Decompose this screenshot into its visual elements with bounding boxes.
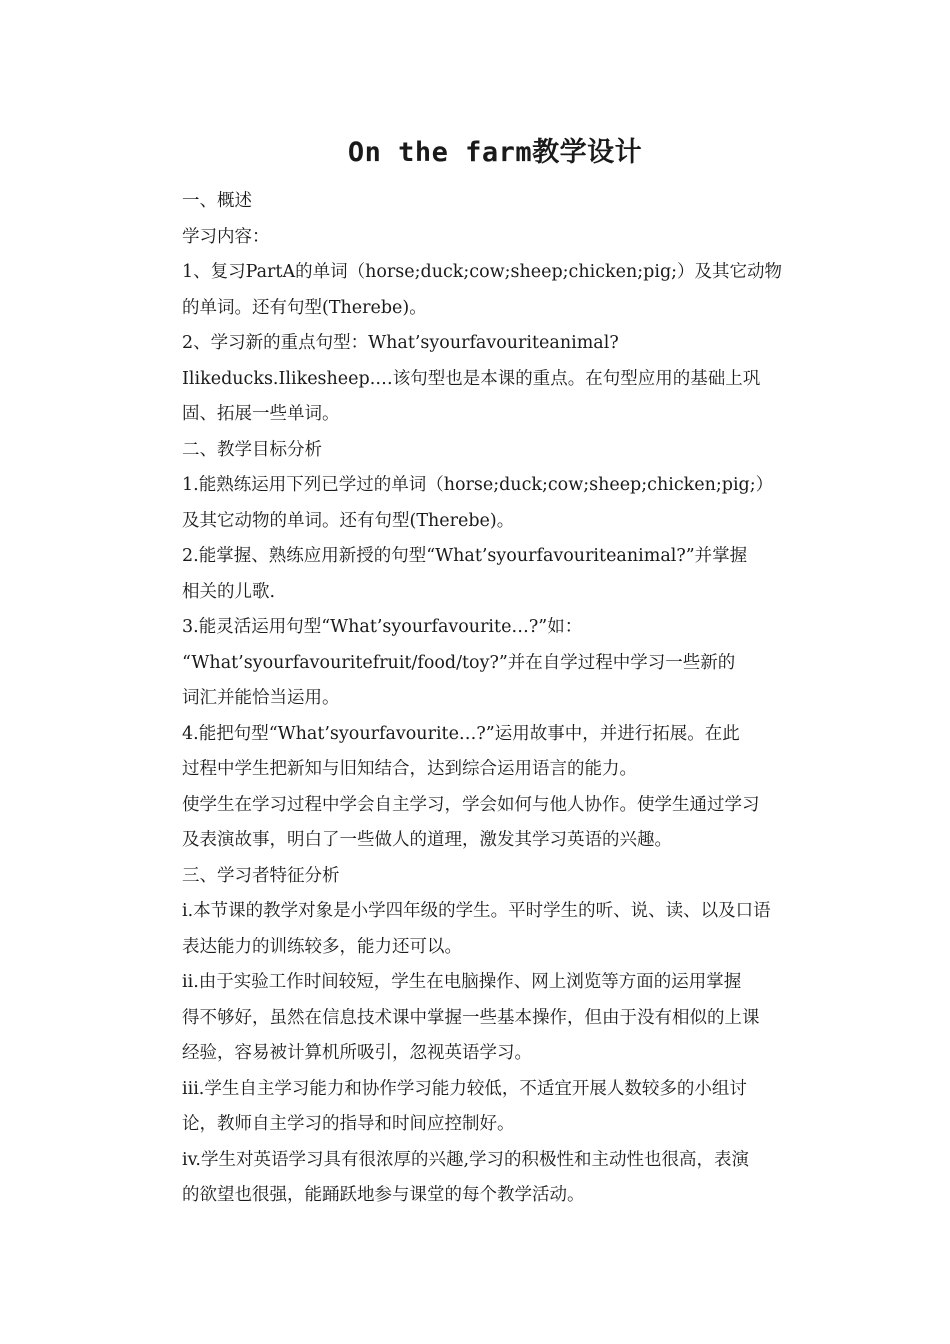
paragraph-line: iv.学生对英语学习具有很浓厚的兴趣,学习的积极性和主动性也很高，表演 <box>182 1149 750 1170</box>
paragraph-line: 的单词。还有句型(Therebe)。 <box>182 297 427 318</box>
paragraph-line: 1、复习PartA的单词（horse;duck;cow;sheep;chicken;pig;）及其它动物 <box>182 262 783 282</box>
title-chinese: 教学设计 <box>532 137 643 168</box>
paragraph-line: iii.学生自主学习能力和协作学习能力较低，不适宜开展人数较多的小组讨 <box>182 1078 747 1099</box>
paragraph-line: ii.由于实验工作时间较短，学生在电脑操作、网上浏览等方面的运用掌握 <box>182 972 742 992</box>
paragraph-line: 固、拓展一些单词。 <box>182 404 340 424</box>
section-heading-learners: 三、学习者特征分析 <box>182 865 340 886</box>
paragraph-line: Ilikeducks.Ilikesheep.…该句型也是本课的重点。在句型应用的基础上巩 <box>182 368 761 389</box>
paragraph-line: 的欲望也很强，能踊跃地参与课堂的每个教学活动。 <box>182 1185 585 1205</box>
paragraph-line: 使学生在学习过程中学会自主学习，学会如何与他人协作。使学生通过学习 <box>182 794 760 815</box>
paragraph-line: 得不够好，虽然在信息技术课中掌握一些基本操作，但由于没有相似的上课 <box>182 1007 760 1028</box>
section-heading-objectives: 二、教学目标分析 <box>182 439 322 460</box>
paragraph-line: 经验，容易被计算机所吸引，忽视英语学习。 <box>182 1043 532 1063</box>
paragraph-line: 及表演故事，明白了一些做人的道理，激发其学习英语的兴趣。 <box>182 830 672 850</box>
paragraph-line: 3.能灵活运用句型“What’syourfavourite…?”如： <box>182 617 583 637</box>
paragraph-line: 1.能熟练运用下列已学过的单词（horse;duck;cow;sheep;chicken;pig;） <box>182 475 774 495</box>
paragraph-line: 词汇并能恰当运用。 <box>182 688 340 708</box>
paragraph-line: i.本节课的教学对象是小学四年级的学生。平时学生的听、说、读、以及口语 <box>182 901 771 921</box>
title-english: On the farm <box>347 137 533 168</box>
page-title <box>0 130 950 169</box>
document-body <box>182 184 812 1214</box>
paragraph-line: 过程中学生把新知与旧知结合，达到综合运用语言的能力。 <box>182 759 637 779</box>
paragraph-line: “What’syourfavouritefruit/food/toy?”并在自学过程中学习一些新的 <box>182 652 736 673</box>
paragraph-line: 2.能掌握、熟练应用新授的句型“What’syourfavouriteanimal?”并掌握 <box>182 546 748 566</box>
paragraph-line: 及其它动物的单词。还有句型(Therebe)。 <box>182 510 515 531</box>
paragraph-line: 2、学习新的重点句型：What’syourfavouriteanimal? <box>182 333 619 353</box>
paragraph-line: 表达能力的训练较多，能力还可以。 <box>182 936 462 957</box>
paragraph-line: 4.能把句型“What’syourfavourite…?”运用故事中，并进行拓展。在此 <box>182 723 740 744</box>
paragraph-line: 学习内容： <box>182 226 270 247</box>
paragraph-line: 相关的儿歌. <box>182 581 276 602</box>
paragraph-line: 论，教师自主学习的指导和时间应控制好。 <box>182 1114 515 1134</box>
section-heading-overview: 一、概述 <box>182 191 252 211</box>
